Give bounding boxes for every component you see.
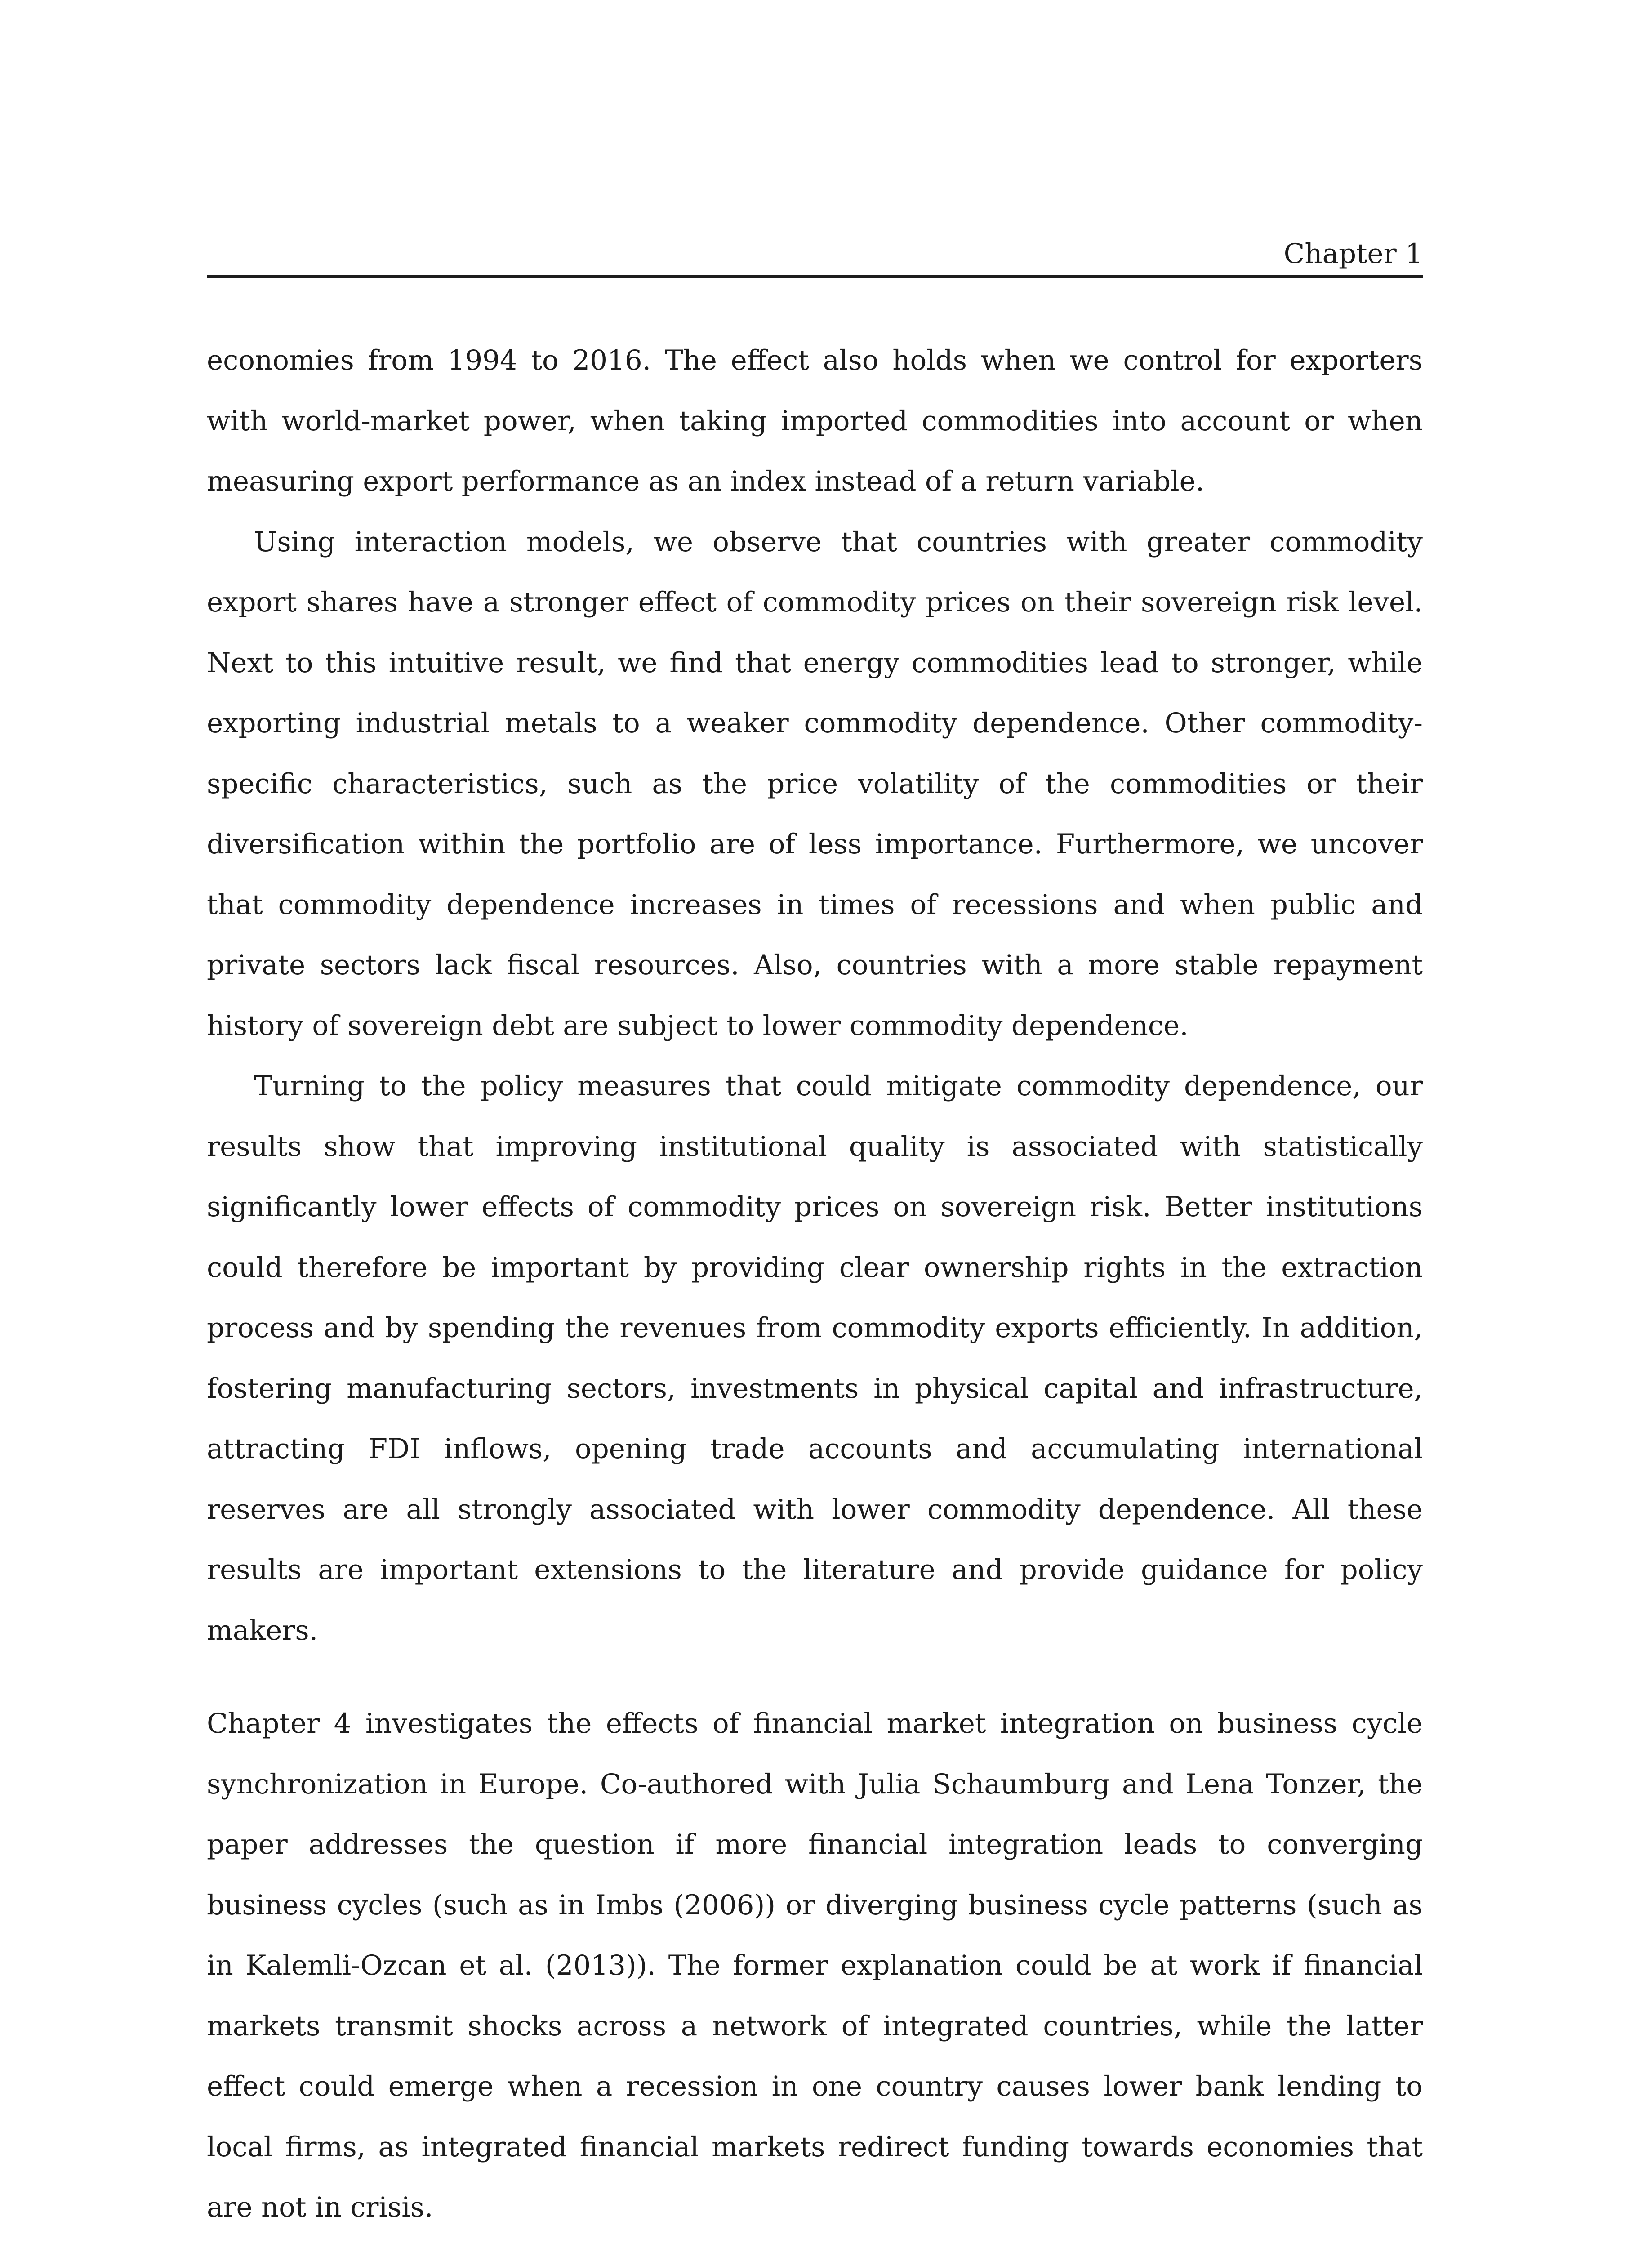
running-head: Chapter 1 xyxy=(1283,238,1423,270)
paragraph-2: Using interaction models, we observe that countries with greater commodity export shares have a stronger effect of commodity prices on their sovereign risk level. Next to this intuitive result, we find that energy commodities lead to stronger, while exporting industrial metals to a weaker commodity dependence. Other commodity-specific characteristics, such as the price volatility of the commodities or their diversification within the portfolio are of less importance. Furthermore, we uncover that commodity dependence increases in times of recessions and when public and private sectors lack fiscal resources. Also, countries with a more stable repayment history of sovereign debt are subject to lower commodity dependence. xyxy=(207,526,1423,1042)
body-text xyxy=(207,330,1423,2248)
paragraph-4: Chapter 4 investigates the effects of financial market integration on business cycle synchronization in Europe. Co-authored with Julia Schaumburg and Lena Tonzer, the paper addresses the question if more financial integration leads to converging business cycles (such as in Imbs (2006)) or diverging business cycle patterns (such as in Kalemli-Ozcan et al. (2013)). The former explanation could be at work if financial markets transmit shocks across a network of integrated countries, while the latter effect could emerge when a recession in one country causes lower bank lending to local firms, as integrated financial markets redirect funding towards economies that are not in crisis. xyxy=(207,1708,1423,2223)
paragraph-5 xyxy=(207,2238,1423,2248)
paragraph-1: economies from 1994 to 2016. The effect also holds when we control for exporters with world-market power, when taking imported commodities into account or when measuring export performance as an index instead of a return variable. xyxy=(207,344,1423,497)
header-rule xyxy=(207,275,1423,278)
paragraph-3: Turning to the policy measures that could mitigate commodity dependence, our results show that improving institutional quality is associated with statistically significantly lower effects of commodity prices on sovereign risk. Better institutions could therefore be important by providing clear ownership rights in the extraction process and by spending the revenues from commodity exports efficiently. In addition, fostering manufacturing sectors, investments in physical capital and infrastructure, attracting FDI inflows, opening trade accounts and accumulating international reserves are all strongly associated with lower commodity dependence. All these results are important extensions to the literature and provide guidance for policy makers. xyxy=(207,1070,1423,1646)
